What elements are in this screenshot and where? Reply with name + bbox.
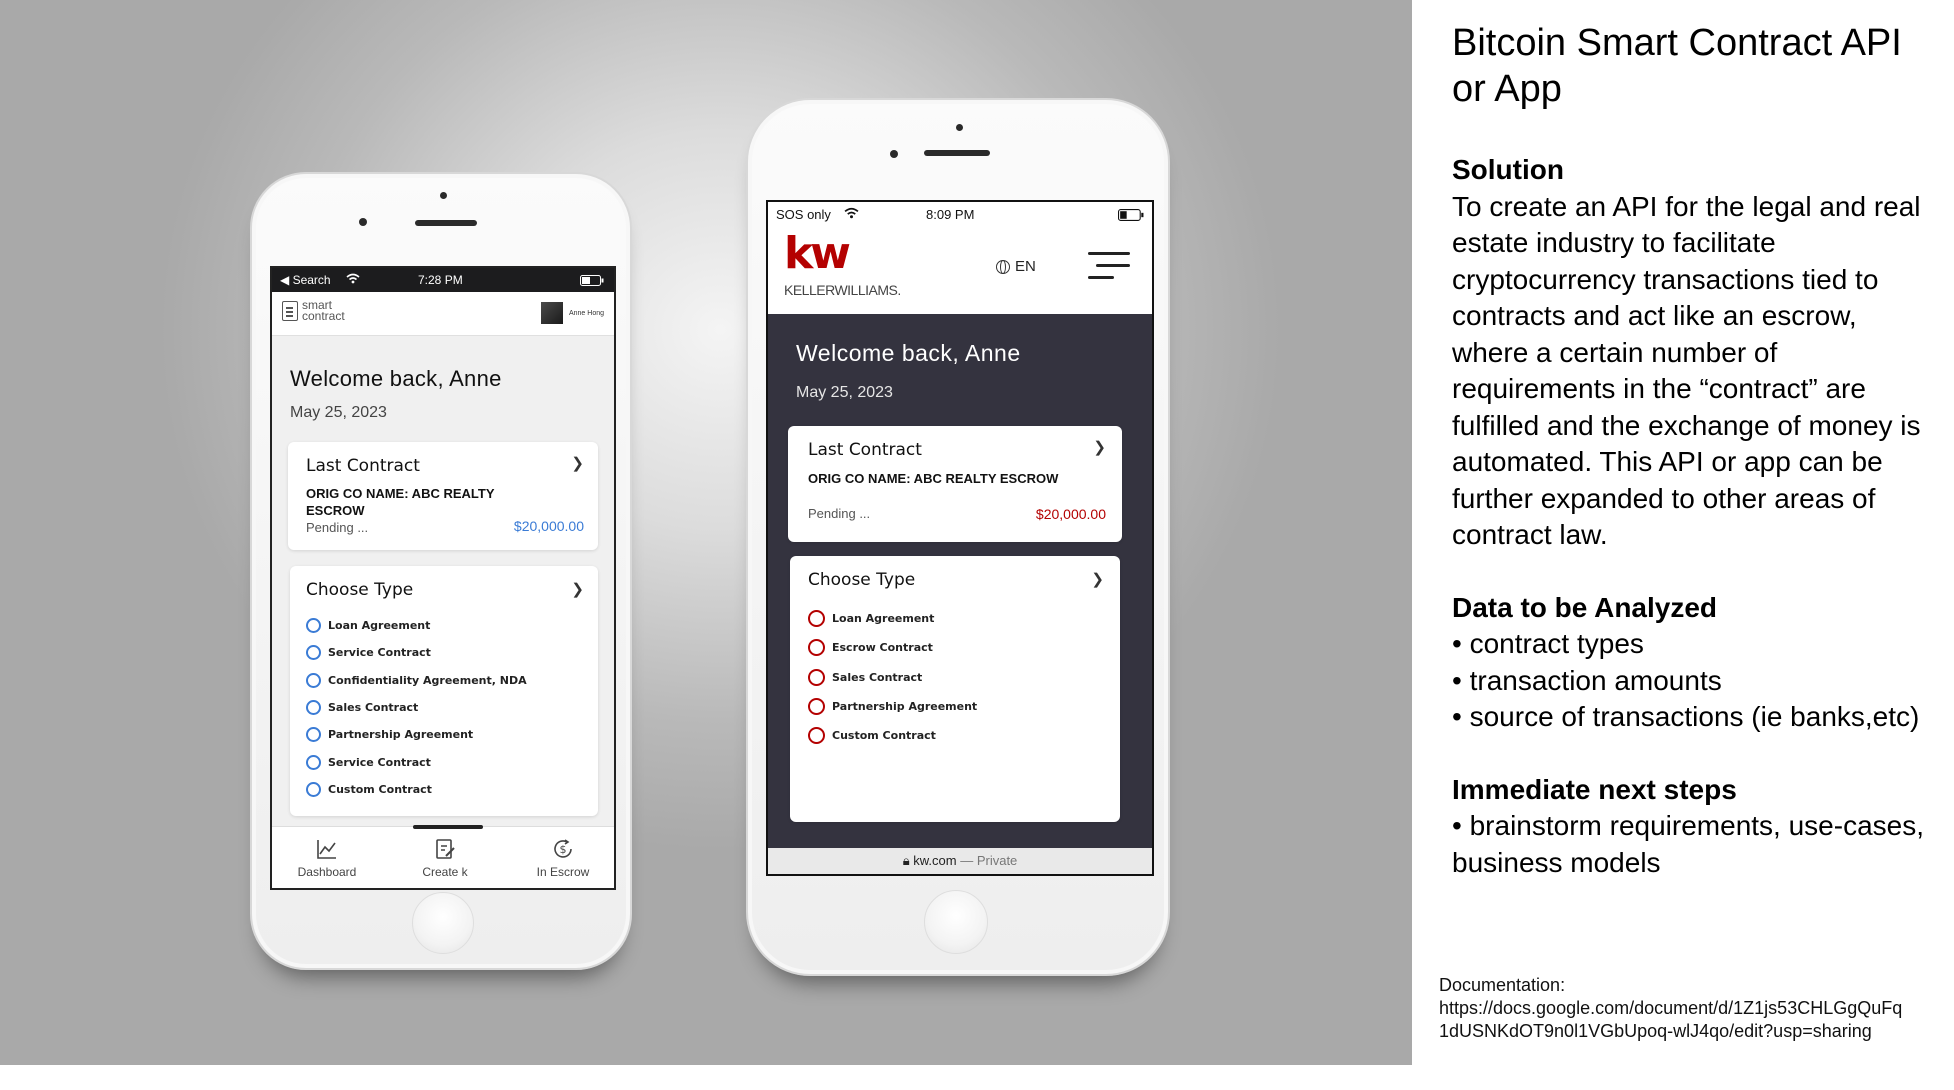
lock-icon: 🔒︎ [902, 853, 910, 868]
tab-label: Dashboard [297, 865, 357, 879]
radio-circle-icon [306, 645, 321, 660]
chevron-right-icon[interactable]: ❯ [1091, 571, 1104, 588]
radio-circle-icon [306, 727, 321, 742]
phone-screen [270, 266, 616, 890]
url-domain: kw.com [913, 853, 957, 868]
front-camera [359, 218, 367, 226]
logo-line2: contract [302, 309, 345, 323]
radio-label: Loan Agreement [832, 612, 935, 626]
smart-contract-logo[interactable] [282, 300, 345, 322]
radio-circle-icon [306, 782, 321, 797]
front-camera [890, 150, 898, 158]
home-button [412, 892, 474, 954]
next-steps-heading: Immediate next steps [1452, 773, 1737, 805]
radio-confidentiality-agreement[interactable] [306, 667, 527, 694]
phone-screen [766, 200, 1154, 876]
tab-label: In Escrow [536, 865, 590, 879]
chevron-right-icon: ❯ [571, 455, 584, 472]
radio-escrow-contract[interactable] [808, 633, 977, 662]
radio-circle-icon [808, 669, 825, 686]
radio-sales-contract[interactable] [808, 663, 977, 692]
documentation-label: Documentation: [1439, 975, 1566, 995]
radio-partnership-agreement[interactable] [306, 721, 527, 748]
tab-label: Create k [422, 865, 468, 879]
avatar [541, 302, 563, 324]
radio-circle-icon [808, 727, 825, 744]
back-to-search[interactable]: ◀ Search [280, 273, 331, 287]
user-profile[interactable] [541, 302, 604, 324]
earpiece-speaker [415, 220, 477, 226]
wifi-icon [346, 273, 360, 287]
welcome-heading: Welcome back, Anne [796, 340, 1021, 366]
radio-label: Service Contract [328, 646, 431, 660]
tab-dashboard[interactable] [272, 837, 382, 879]
next-steps-list [1452, 808, 1932, 881]
radio-sales-contract[interactable] [306, 694, 527, 721]
url-private-label: — Private [960, 853, 1018, 868]
wifi-icon [844, 207, 859, 222]
radio-circle-icon [808, 698, 825, 715]
status-time: 7:28 PM [418, 273, 463, 287]
contract-type-options [306, 612, 527, 803]
contract-status: Pending ... [306, 520, 369, 535]
radio-service-contract[interactable] [306, 639, 527, 666]
radio-service-contract-2[interactable] [306, 748, 527, 775]
slide-title: Bitcoin Smart Contract API or App [1452, 22, 1902, 110]
brand-name: KELLERWILLIAMS. [784, 282, 901, 298]
documentation-link[interactable]: https://docs.google.com/document/d/1Z1js53CHLGgQuFq1dUSNKdOT9n0l1VGbUpoq-wlJ4qo/edit?usp=sharing [1439, 998, 1903, 1041]
contract-amount: $20,000.00 [513, 518, 584, 534]
chevron-right-icon[interactable]: ❯ [571, 581, 584, 598]
date-label: May 25, 2023 [290, 404, 387, 421]
home-button [924, 890, 988, 954]
status-time: 8:09 PM [926, 207, 975, 222]
date-label: May 25, 2023 [796, 384, 893, 401]
radio-label: Service Contract [328, 755, 431, 769]
list-item: • source of transactions (ie banks,etc) [1452, 701, 1920, 732]
list-item: • transaction amounts [1452, 664, 1722, 696]
bottom-tab-bar [272, 826, 614, 888]
description-panel [1452, 20, 1932, 881]
data-list [1452, 626, 1932, 736]
document-icon [282, 301, 298, 321]
dollar-cycle-icon [551, 837, 575, 861]
data-heading: Data to be Analyzed [1452, 591, 1718, 623]
proximity-sensor [440, 192, 447, 199]
carrier-label: SOS only [776, 207, 831, 222]
radio-circle-icon [808, 610, 825, 627]
last-contract-card[interactable] [288, 442, 598, 550]
radio-loan-agreement[interactable] [808, 604, 977, 633]
radio-partnership-agreement[interactable] [808, 692, 977, 721]
solution-heading: Solution [1452, 154, 1564, 185]
choose-type-card [290, 566, 598, 816]
edit-document-icon [433, 837, 457, 861]
contract-name: ORIG CO NAME: ABC REALTY ESCROW [306, 486, 495, 518]
radio-label: Partnership Agreement [328, 728, 474, 742]
earpiece-speaker [924, 150, 990, 156]
status-bar [272, 268, 614, 292]
app-header [768, 228, 1152, 314]
contract-amount: $20,000.00 [1035, 506, 1106, 522]
radio-circle-icon [306, 673, 321, 688]
solution-text: To create an API for the legal and real estate industry to facilitate cryptocurrency transactions tied to contracts and act like an escrow, where a certain number of requirements in the “contract” are fulfilled and the exchange of money is automated. This API or app can be further expanded to other areas of contract law. [1452, 190, 1921, 550]
svg-text:$: $ [559, 843, 567, 856]
choose-type-card [790, 556, 1120, 822]
radio-label: Loan Agreement [328, 619, 431, 633]
documentation-block [1439, 974, 1909, 1043]
tab-in-escrow[interactable] [508, 837, 616, 879]
chart-line-icon [315, 837, 339, 861]
choose-type-title: Choose Type [808, 570, 916, 590]
radio-loan-agreement[interactable] [306, 612, 527, 639]
radio-label: Confidentiality Agreement, NDA [328, 673, 527, 687]
kw-logo[interactable]: kw [784, 228, 848, 279]
user-name: Anne Hong [568, 309, 604, 317]
app-header [272, 292, 614, 336]
choose-type-title: Choose Type [306, 580, 414, 600]
radio-custom-contract[interactable] [306, 776, 527, 803]
language-label: EN [1015, 258, 1036, 275]
contract-type-options [808, 604, 977, 750]
phone-mockup-keller-williams [746, 98, 1170, 976]
contract-status: Pending ... [808, 506, 871, 521]
list-item: • brainstorm requirements, use-cases, business models [1452, 810, 1924, 878]
radio-label: Custom Contract [328, 782, 432, 796]
battery-icon [580, 275, 604, 289]
hamburger-menu-icon[interactable] [1088, 252, 1130, 288]
proximity-sensor [956, 124, 963, 131]
radio-custom-contract[interactable] [808, 721, 977, 750]
last-contract-card[interactable] [788, 426, 1122, 542]
active-tab-indicator [413, 825, 483, 829]
browser-url-bar[interactable] [768, 848, 1152, 874]
radio-circle-icon [306, 755, 321, 770]
radio-circle-icon [306, 700, 321, 715]
radio-circle-icon [306, 618, 321, 633]
welcome-heading: Welcome back, Anne [290, 366, 502, 391]
chevron-right-icon: ❯ [1093, 439, 1106, 456]
radio-label: Partnership Agreement [832, 700, 978, 714]
last-contract-title: Last Contract [306, 456, 420, 476]
globe-icon [996, 260, 1010, 274]
last-contract-title: Last Contract [808, 440, 922, 460]
battery-icon [1118, 209, 1144, 224]
status-bar [768, 202, 1152, 228]
list-item: • contract types [1452, 628, 1644, 659]
radio-label: Sales Contract [832, 670, 923, 684]
radio-label: Escrow Contract [832, 641, 933, 655]
radio-circle-icon [808, 639, 825, 656]
language-selector[interactable] [996, 258, 1036, 275]
phone-mockup-smart-contract [250, 172, 632, 970]
contract-name: ORIG CO NAME: ABC REALTY ESCROW [808, 471, 1059, 486]
radio-label: Sales Contract [328, 701, 419, 715]
tab-create[interactable] [390, 837, 500, 879]
logo-line1: smart [302, 298, 332, 312]
radio-label: Custom Contract [832, 729, 936, 743]
